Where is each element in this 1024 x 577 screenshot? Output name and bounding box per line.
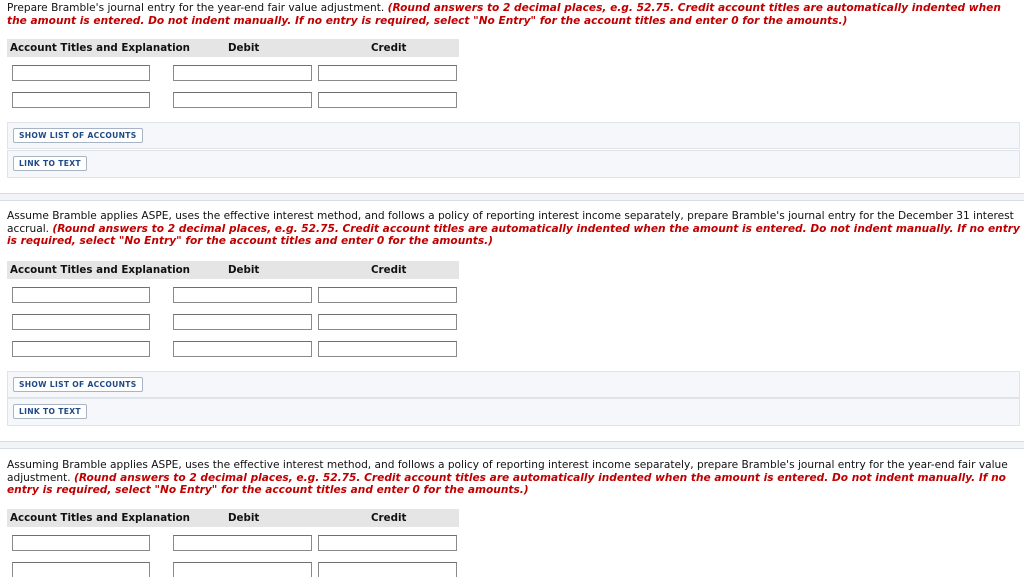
debit-input[interactable] — [173, 314, 312, 330]
credit-input[interactable] — [318, 314, 457, 330]
question-1-text — [7, 2, 1020, 27]
account-title-input[interactable] — [12, 535, 150, 551]
debit-input[interactable] — [173, 535, 312, 551]
debit-input[interactable] — [173, 65, 312, 81]
question-1-instruction: (Round answers to 2 decimal places, e.g. 52.75. Credit account titles are automatically indented when the amount is entered. Do not indent manually. If no entry is required, select "No Entry" for the account titles and enter 0 for the amounts.) — [7, 2, 1001, 27]
debit-input[interactable] — [173, 287, 312, 303]
question-1-prompt: Prepare Bramble's journal entry for the year-end fair value adjustment. — [7, 2, 385, 14]
debit-header: Debit — [228, 512, 260, 524]
question-3-prompt: Assuming Bramble applies ASPE, uses the effective interest method, and follows a policy of reporting interest income separately, prepare Bramble's journal entry for the year-end fair value adjustment. — [7, 459, 1008, 484]
account-title-input[interactable] — [12, 287, 150, 303]
journal-table-2-header — [7, 261, 459, 279]
account-title-input[interactable] — [12, 341, 150, 357]
link-to-text-panel — [7, 150, 1020, 178]
account-title-input[interactable] — [12, 65, 150, 81]
credit-header: Credit — [371, 42, 407, 54]
account-title-input[interactable] — [12, 562, 150, 577]
credit-input[interactable] — [318, 562, 457, 577]
section-divider — [0, 193, 1024, 201]
question-3-text — [7, 459, 1020, 497]
account-titles-header: Account Titles and Explanation — [10, 264, 191, 276]
link-to-text-button[interactable]: LINK TO TEXT — [13, 404, 87, 419]
section-divider — [0, 441, 1024, 449]
question-3-instruction: (Round answers to 2 decimal places, e.g. 52.75. Credit account titles are automatically indented when the amount is entered. Do not indent manually. If no entry is required, select "No Entry" for the account titles and enter 0 for the amounts.) — [7, 471, 1006, 497]
debit-input[interactable] — [173, 562, 312, 577]
account-titles-header: Account Titles and Explanation — [10, 42, 191, 54]
credit-input[interactable] — [318, 65, 457, 81]
credit-input[interactable] — [318, 287, 457, 303]
question-2-prompt: Assume Bramble applies ASPE, uses the effective interest method, and follows a policy of reporting interest income separately, prepare Bramble's journal entry for the December 31 interest accrual. — [7, 210, 1014, 235]
credit-input[interactable] — [318, 92, 457, 108]
credit-header: Credit — [371, 264, 407, 276]
credit-header: Credit — [371, 512, 407, 524]
journal-table-3-header — [7, 509, 459, 527]
debit-input[interactable] — [173, 92, 312, 108]
debit-input[interactable] — [173, 341, 312, 357]
question-2-instruction: (Round answers to 2 decimal places, e.g. 52.75. Credit account titles are automatically indented when the amount is entered. Do not indent manually. If no entry is required, select "No Entry" for the account titles and enter 0 for the amounts.) — [7, 222, 1020, 248]
journal-table-1-header — [7, 39, 459, 57]
show-list-panel — [7, 122, 1020, 149]
debit-header: Debit — [228, 264, 260, 276]
question-2-text — [7, 210, 1020, 248]
credit-input[interactable] — [318, 341, 457, 357]
show-list-of-accounts-button[interactable]: SHOW LIST OF ACCOUNTS — [13, 377, 143, 392]
account-title-input[interactable] — [12, 314, 150, 330]
show-list-of-accounts-button[interactable]: SHOW LIST OF ACCOUNTS — [13, 128, 143, 143]
link-to-text-panel — [7, 398, 1020, 426]
show-list-panel — [7, 371, 1020, 398]
account-titles-header: Account Titles and Explanation — [10, 512, 191, 524]
debit-header: Debit — [228, 42, 260, 54]
credit-input[interactable] — [318, 535, 457, 551]
account-title-input[interactable] — [12, 92, 150, 108]
link-to-text-button[interactable]: LINK TO TEXT — [13, 156, 87, 171]
